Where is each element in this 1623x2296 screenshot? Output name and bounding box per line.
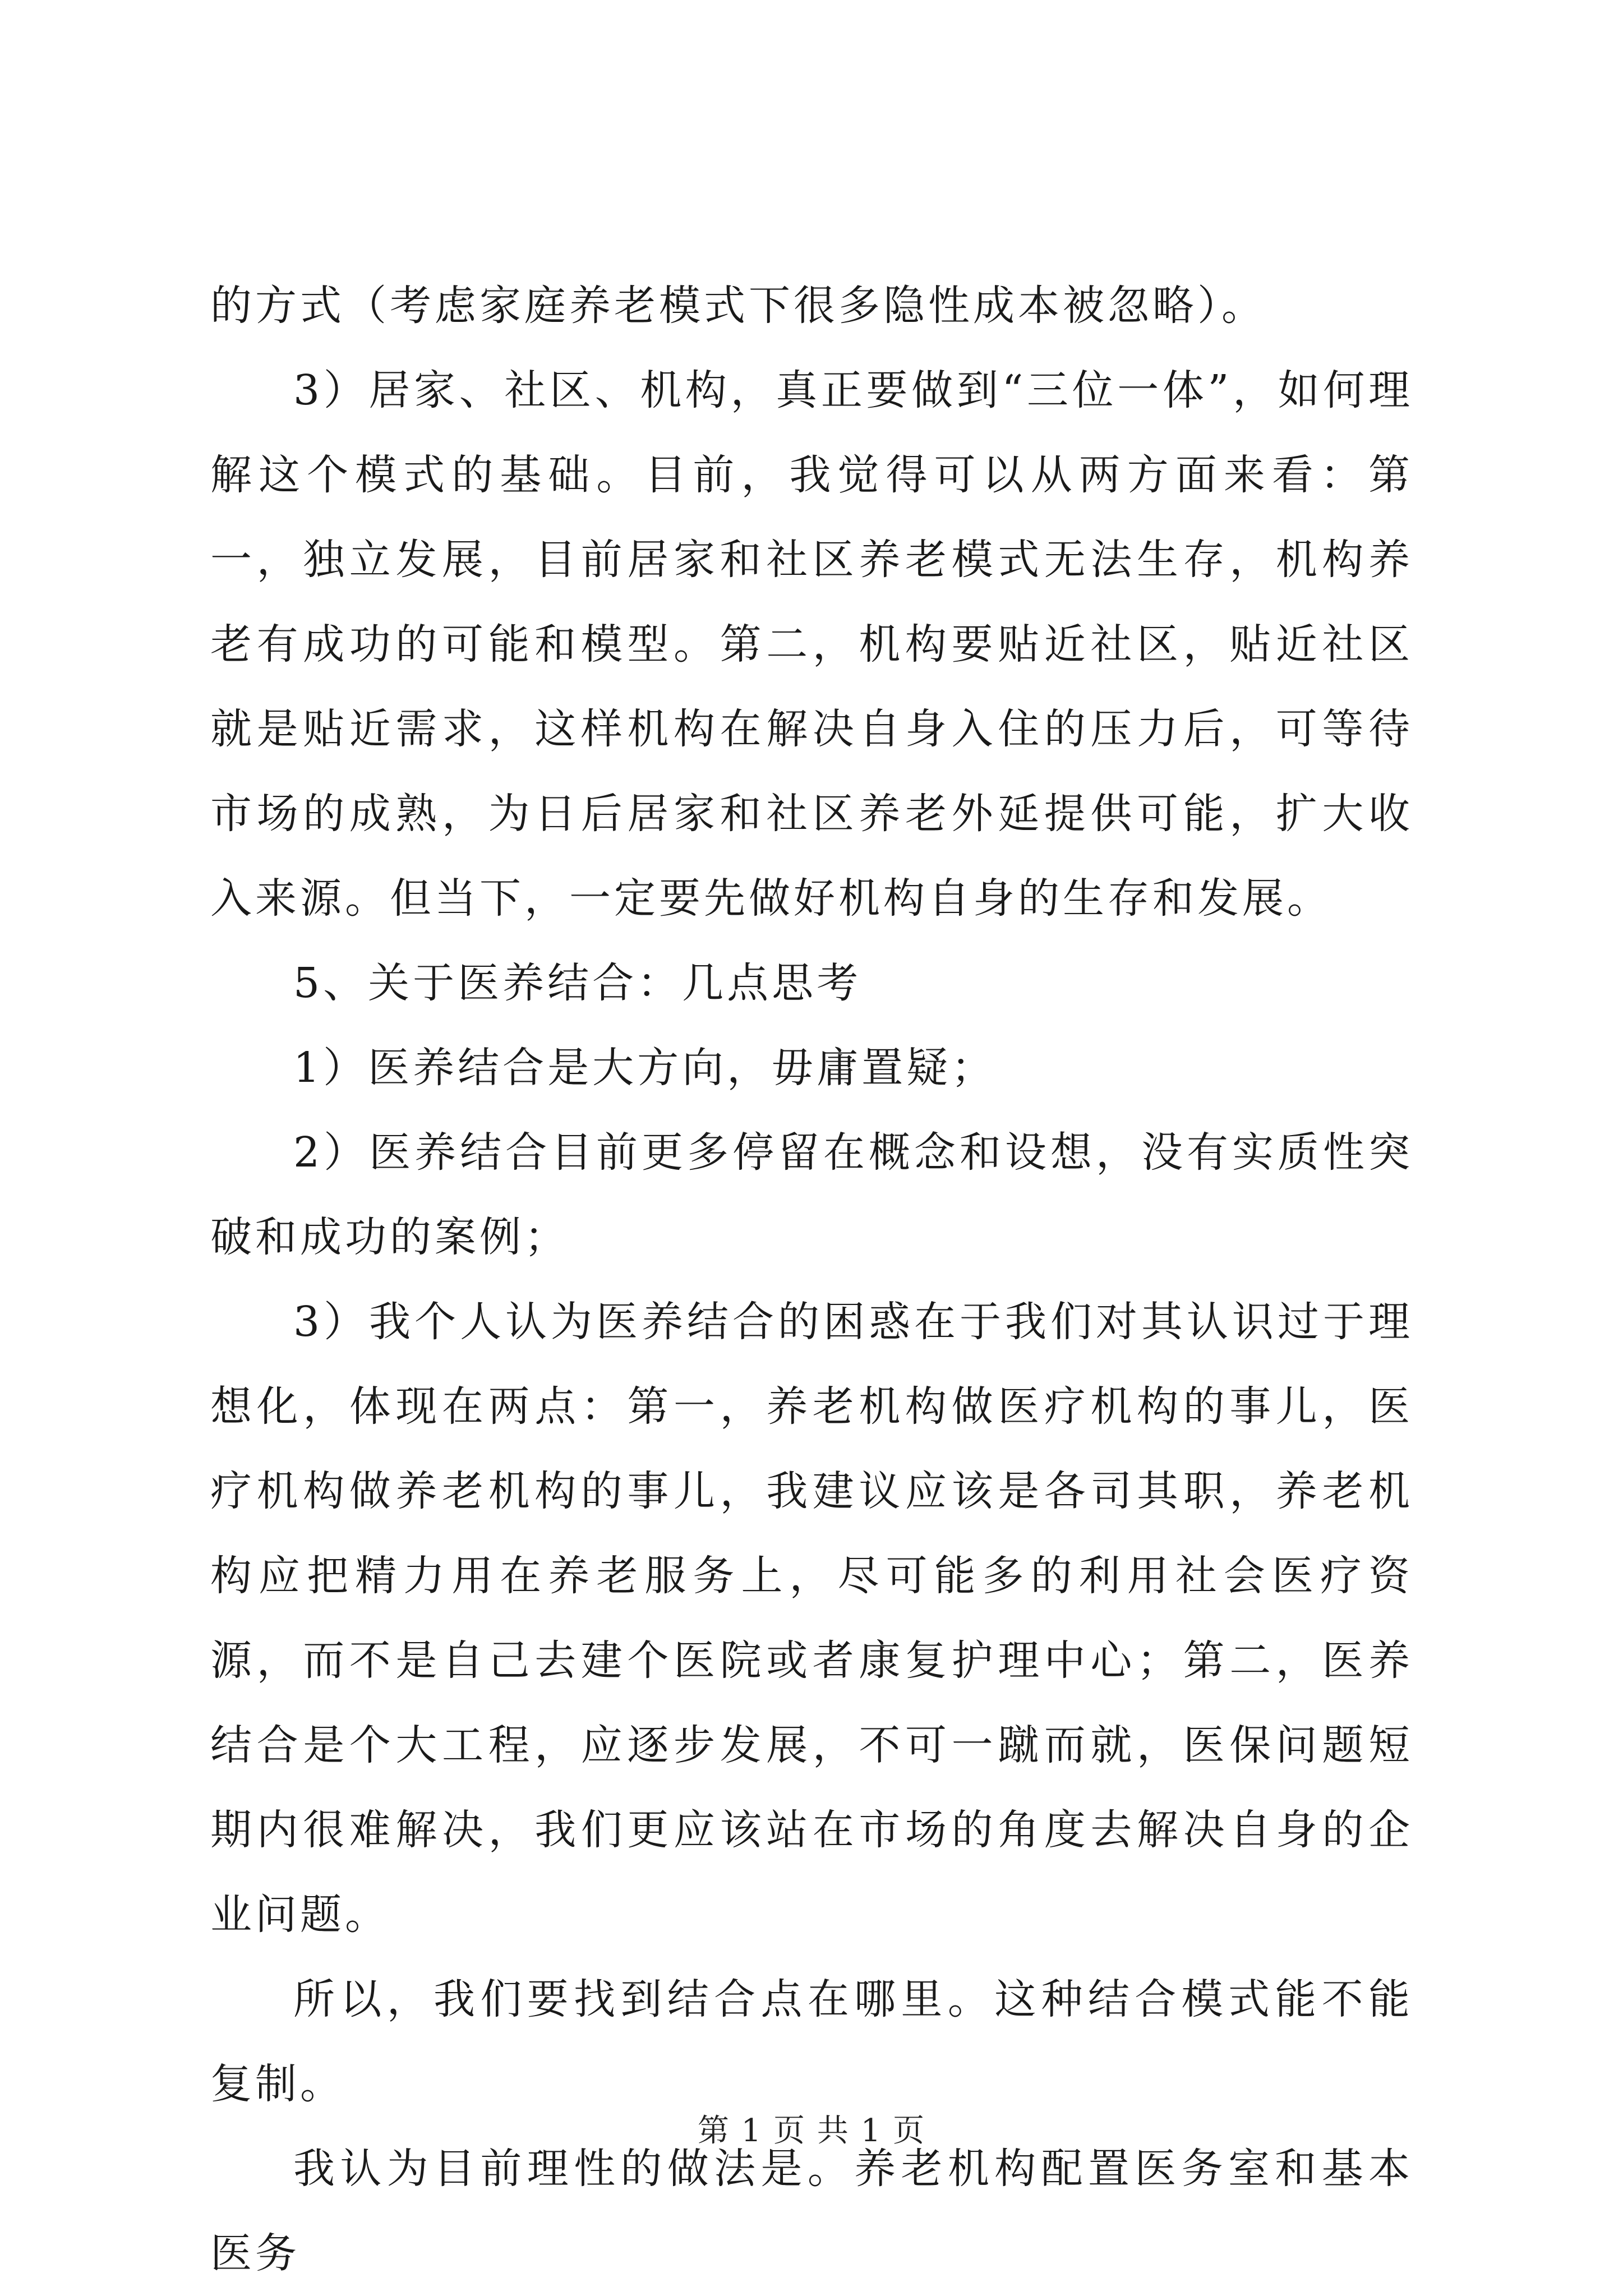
paragraph-conclusion: 所以，我们要找到结合点在哪里。这种结合模式能不能复制。 [210,1975,1413,2108]
paragraph-opinion: 我认为目前理性的做法是。养老机构配置医务室和基本医务 [210,2145,1413,2277]
paragraph-item-3: 3）我个人认为医养结合的困惑在于我们对其认识过于理想化，体现在两点：第一，养老机构做医疗机构的事儿，医疗机构做养老机构的事儿，我建议应该是各司其职，养老机构应把精力用在养老服务上，尽可能多的利用社会医疗资源，而不是自己去建个医院或者康复护理中心；第二，医养结合是个大工程，应逐步发展，不可一蹴而就，医保问题短期内很难解决，我们更应该站在市场的角度去解决自身的企业问题。 [210,1298,1413,1939]
paragraph-item-3-three-in-one: 3）居家、社区、机构，真正要做到“三位一体”，如何理解这个模式的基础。目前，我觉得可以从两方面来看：第一，独立发展，目前居家和社区养老模式无法生存，机构养老有成功的可能和模型。第二，机构要贴近社区，贴近社区就是贴近需求，这样机构在解决自身入住的压力后，可等待市场的成熟，为日后居家和社区养老外延提供可能，扩大收入来源。但当下，一定要先做好机构自身的生存和发展。 [210,366,1413,923]
page-footer: 第 1 页 共 1 页 [697,2113,926,2149]
paragraph-item-2: 2）医养结合目前更多停留在概念和设想，没有实质性突破和成功的案例； [210,1128,1413,1261]
paragraph-item-1: 1）医养结合是大方向，毋庸置疑； [293,1044,997,1092]
paragraph-continuation: 的方式（考虑家庭养老模式下很多隐性成本被忽略）。 [210,282,1266,330]
section-heading-medical-care: 5、关于医养结合：几点思考 [293,959,862,1007]
document-body [210,264,1413,2296]
